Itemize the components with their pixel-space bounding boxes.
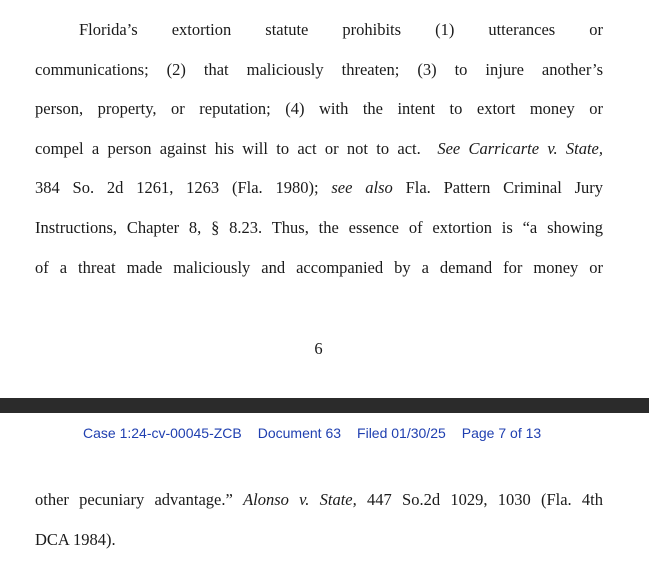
paragraph-line-9: DCA 1984). — [35, 530, 116, 549]
filed-date: Filed 01/30/25 — [357, 425, 446, 441]
quote-ending: other pecuniary advantage.” — [35, 490, 233, 509]
reporter-citation: 447 So.2d 1029, 1030 (Fla. 4th — [367, 490, 604, 509]
document-number: Document 63 — [257, 425, 342, 441]
line-4-text: compel a person against his will to act or not to act. — [35, 139, 421, 158]
case-citation: See Carricarte v. State, — [437, 139, 604, 158]
paragraph-line-3: person, property, or reputation; (4) with the intent to extort money or — [35, 99, 603, 118]
case-number: Case 1:24-cv-00045-ZCB — [83, 425, 242, 441]
page-number: 6 — [314, 339, 323, 358]
paragraph-line-8 — [35, 490, 603, 510]
page-of-total: Page 7 of 13 — [461, 425, 542, 441]
see-also-signal: see also — [331, 178, 393, 197]
paragraph-line-2: communications; (2) that maliciously threaten; (3) to injure another’s — [35, 60, 603, 79]
jury-instructions-text: Fla. Pattern Criminal Jury — [405, 178, 604, 197]
paragraph-line-1: Florida’s extortion statute prohibits (1) utterances or — [79, 20, 603, 39]
ecf-header — [83, 425, 557, 441]
citation-text: 384 So. 2d 1261, 1263 (Fla. 1980); — [35, 178, 319, 197]
paragraph-line-6: Instructions, Chapter 8, § 8.23. Thus, the essence of extortion is “a showing — [35, 218, 603, 237]
page-divider — [0, 398, 649, 413]
paragraph-line-4 — [35, 139, 603, 159]
paragraph-line-7: of a threat made maliciously and accompanied by a demand for money or — [35, 258, 603, 277]
paragraph-line-5 — [35, 178, 603, 198]
case-citation-alonso: Alonso v. State, — [243, 490, 357, 509]
